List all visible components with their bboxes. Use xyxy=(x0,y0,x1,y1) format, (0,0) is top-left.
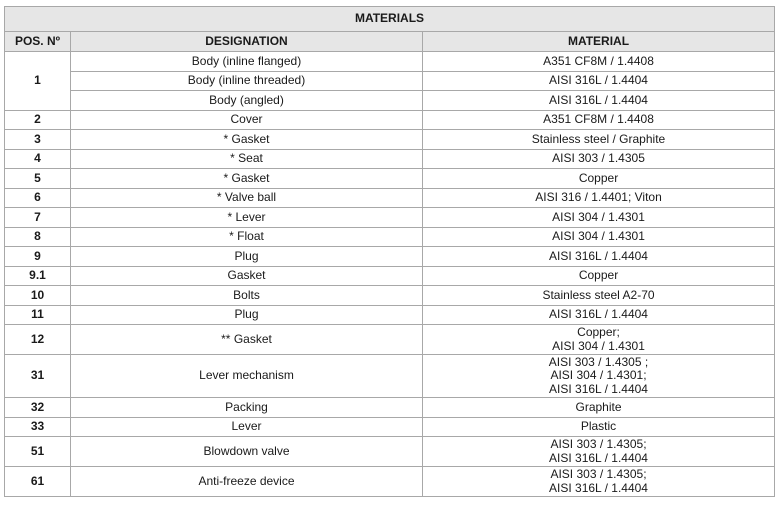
material-cell xyxy=(423,325,775,355)
table-row xyxy=(5,286,775,306)
material-cell: A351 CF8M / 1.4408 xyxy=(423,52,775,72)
pos-cell: 33 xyxy=(5,417,71,437)
material-cell xyxy=(423,208,775,228)
material-cell xyxy=(423,467,775,497)
material-cell xyxy=(423,437,775,467)
material-cell xyxy=(423,266,775,286)
material-line: Copper; xyxy=(577,325,620,339)
pos-cell: 9 xyxy=(5,247,71,267)
material-cell xyxy=(423,305,775,325)
designation-cell: * Lever xyxy=(71,208,423,228)
material-line: A351 CF8M / 1.4408 xyxy=(543,112,654,126)
material-line: AISI 303 / 1.4305; xyxy=(550,437,647,451)
table-row xyxy=(5,227,775,247)
material-cell xyxy=(423,417,775,437)
material-cell xyxy=(423,355,775,398)
material-line: AISI 303 / 1.4305 xyxy=(552,151,645,165)
material-line: Stainless steel / Graphite xyxy=(531,131,666,146)
pos-cell: 10 xyxy=(5,286,71,306)
pos-cell: 4 xyxy=(5,149,71,169)
table-title-row xyxy=(5,7,775,32)
material-line: AISI 316L / 1.4404 xyxy=(549,381,648,396)
table-header-row xyxy=(5,32,775,52)
table-title: MATERIALS xyxy=(5,7,775,32)
material-cell xyxy=(423,188,775,208)
material-line: AISI 304 / 1.4301 xyxy=(552,229,645,243)
materials-table-body xyxy=(5,7,775,497)
designation-cell: Lever mechanism xyxy=(71,355,423,398)
pos-cell: 3 xyxy=(5,130,71,150)
table-row xyxy=(5,52,775,72)
pos-cell: 31 xyxy=(5,355,71,398)
table-row xyxy=(5,169,775,189)
designation-cell: * Gasket xyxy=(71,130,423,150)
material-cell: AISI 316L / 1.4404 xyxy=(423,71,775,91)
material-line: AISI 316L / 1.4404 xyxy=(549,450,648,465)
designation-cell: * Float xyxy=(71,227,423,247)
material-cell: AISI 316L / 1.4404 xyxy=(423,91,775,111)
designation-cell: Lever xyxy=(71,417,423,437)
material-line: Plastic xyxy=(580,419,617,433)
table-row xyxy=(5,266,775,286)
designation-cell: * Seat xyxy=(71,149,423,169)
table-row xyxy=(5,71,775,91)
designation-cell: Gasket xyxy=(71,266,423,286)
material-cell xyxy=(423,286,775,306)
designation-cell: Body (angled) xyxy=(71,91,423,111)
material-line: AISI 316L / 1.4404 xyxy=(549,480,648,495)
header-pos: POS. Nº xyxy=(5,32,71,52)
table-row xyxy=(5,110,775,130)
designation-cell: * Valve ball xyxy=(71,188,423,208)
table-row xyxy=(5,467,775,497)
header-material: MATERIAL xyxy=(423,32,775,52)
pos-cell: 51 xyxy=(5,437,71,467)
table-row xyxy=(5,130,775,150)
pos-cell: 2 xyxy=(5,110,71,130)
pos-cell: 9.1 xyxy=(5,266,71,286)
material-line: AISI 303 / 1.4305; xyxy=(550,467,647,481)
table-row xyxy=(5,325,775,355)
material-cell xyxy=(423,110,775,130)
designation-cell: Plug xyxy=(71,247,423,267)
designation-cell: Blowdown valve xyxy=(71,437,423,467)
materials-table xyxy=(4,6,775,497)
designation-cell: Anti-freeze device xyxy=(71,467,423,497)
material-cell xyxy=(423,247,775,267)
material-line: AISI 304 / 1.4301 xyxy=(552,338,645,353)
table-row xyxy=(5,398,775,418)
material-line: AISI 304 / 1.4301; xyxy=(550,368,647,383)
table-row xyxy=(5,417,775,437)
table-row xyxy=(5,437,775,467)
table-row xyxy=(5,355,775,398)
pos-cell: 61 xyxy=(5,467,71,497)
designation-cell: Packing xyxy=(71,398,423,418)
pos-cell: 8 xyxy=(5,227,71,247)
designation-cell: ** Gasket xyxy=(71,325,423,355)
material-cell xyxy=(423,169,775,189)
designation-cell: * Gasket xyxy=(71,169,423,189)
pos-cell: 6 xyxy=(5,188,71,208)
table-row xyxy=(5,305,775,325)
designation-cell: Body (inline flanged) xyxy=(71,52,423,72)
pos-cell: 11 xyxy=(5,305,71,325)
designation-cell: Body (inline threaded) xyxy=(71,71,423,91)
material-cell xyxy=(423,149,775,169)
pos-cell: 32 xyxy=(5,398,71,418)
material-line: Copper xyxy=(578,268,619,282)
material-cell xyxy=(423,398,775,418)
material-line: Copper xyxy=(578,170,619,185)
material-line: AISI 304 / 1.4301 xyxy=(552,209,645,224)
pos-cell: 7 xyxy=(5,208,71,228)
pos-cell: 1 xyxy=(5,52,71,111)
table-row xyxy=(5,247,775,267)
material-line: AISI 316 / 1.4401; Viton xyxy=(535,190,662,204)
table-row xyxy=(5,91,775,111)
designation-cell: Bolts xyxy=(71,286,423,306)
material-cell xyxy=(423,130,775,150)
designation-cell: Plug xyxy=(71,305,423,325)
material-cell xyxy=(423,227,775,247)
pos-cell: 5 xyxy=(5,169,71,189)
material-line: Graphite xyxy=(575,399,622,414)
table-row xyxy=(5,149,775,169)
materials-table-container xyxy=(4,6,775,497)
material-line: AISI 316L / 1.4404 xyxy=(549,248,648,263)
pos-cell: 12 xyxy=(5,325,71,355)
material-line: AISI 303 / 1.4305 ; xyxy=(548,354,649,369)
table-row xyxy=(5,208,775,228)
material-line: AISI 316L / 1.4404 xyxy=(549,307,648,321)
material-line: Stainless steel A2-70 xyxy=(542,287,655,302)
table-row xyxy=(5,188,775,208)
header-designation: DESIGNATION xyxy=(71,32,423,52)
designation-cell: Cover xyxy=(71,110,423,130)
